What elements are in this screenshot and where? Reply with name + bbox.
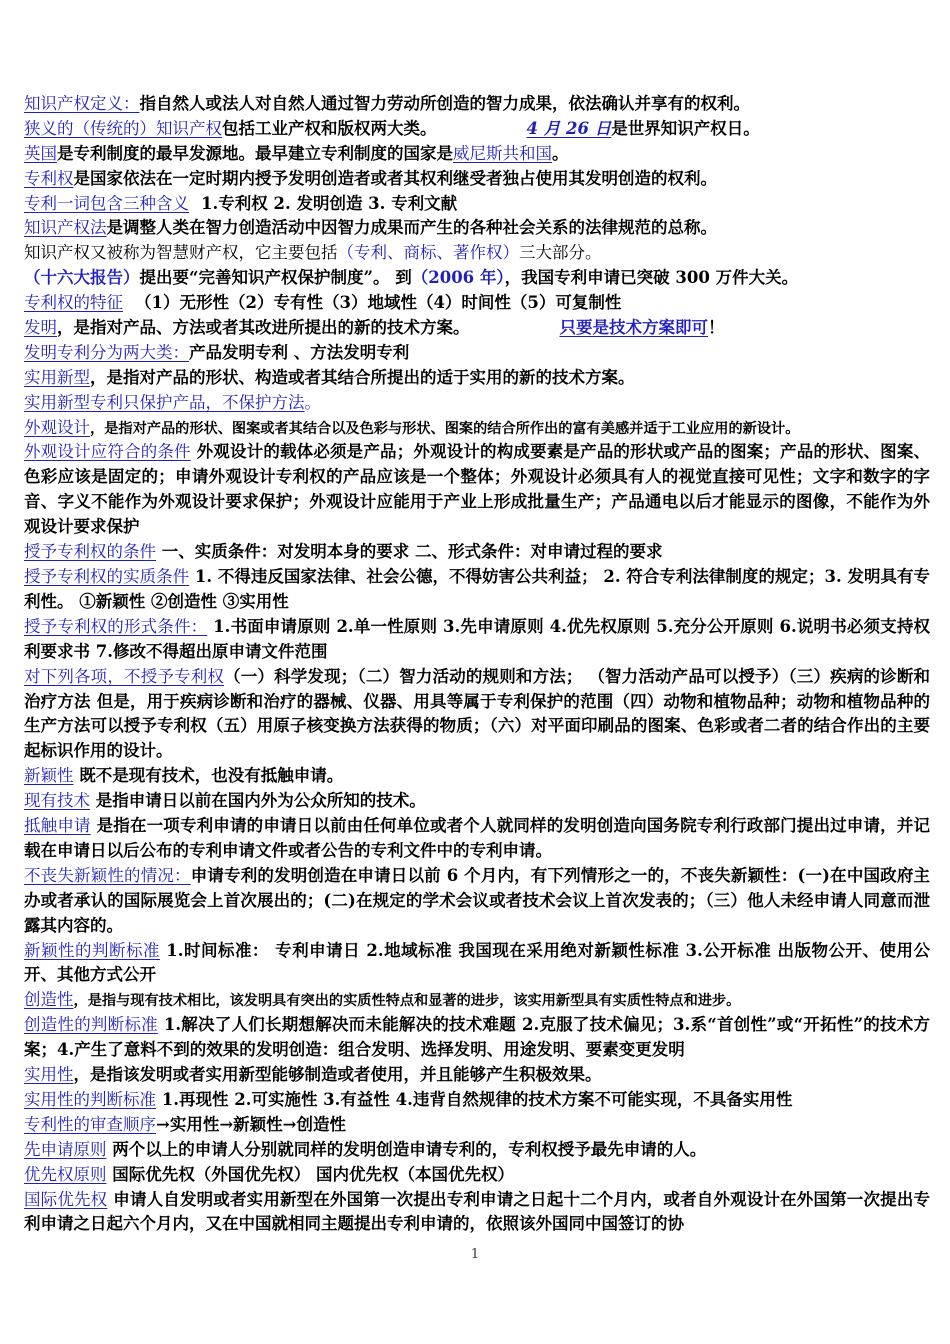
para-text: ，是指与现有技术相比，该发明具有突出的实质性特点和显著的进步，该实用新型具有实质性特点和进步。: [73, 993, 741, 1010]
para-text: 两个以上的申请人分别就同样的发明创造申请专利的，专利权授予最先申请的人。: [106, 1139, 707, 1159]
highlight-text: （十六大报告）: [24, 268, 140, 288]
para-text: ，是指该发明或者实用新型能够制造或者使用，并且能够产生积极效果。: [73, 1065, 602, 1085]
para-text: ，是指对产品、方法或者其改进所提出的新的技术方案。: [57, 318, 470, 338]
term-link[interactable]: 不丧失新颖性的情况：: [24, 865, 191, 885]
para-priority-principle: [24, 1163, 930, 1188]
term-link[interactable]: 实用性的判断标准: [24, 1089, 156, 1109]
para-invention-types: [24, 341, 930, 366]
term-link[interactable]: 专利权的特征: [24, 293, 123, 313]
para-grace-period: [24, 864, 930, 939]
para-text: 1.时间标准： 专利申请日 2.地域标准 我国现在采用绝对新颖性标准 3.公开标准 出版物公开、使用公开、其他方式公开: [24, 940, 930, 985]
para-inventiveness: [24, 988, 930, 1013]
term-link[interactable]: 授予专利权的形式条件：: [24, 616, 208, 636]
para-text: 1. 不得违反国家法律、社会公德，不得妨害公共利益； 2. 符合专利法律制度的规定；3. 发明具有专利性。 ①新颖性 ②创造性 ③实用性: [24, 566, 930, 611]
para-text: （1）无形性（2）专有性（3）地域性（4）时间性（5）可复制性: [135, 293, 622, 313]
para-ip-wisdom: [24, 241, 930, 266]
para-text: 是世界知识产权日。: [611, 118, 760, 138]
para-not-patentable: [24, 665, 930, 765]
para-text: 是调整人类在智力创造活动中因智力成果而产生的各种社会关系的法律规范的总称。: [106, 218, 717, 238]
para-grant-conditions: [24, 540, 930, 565]
para-design-conditions: [24, 440, 930, 540]
para-text: ，是指对产品的形状、构造或者其结合所提出的适于实用的新的技术方案。: [90, 367, 635, 387]
para-text: 国际优先权（外国优先权） 国内优先权（本国优先权）: [106, 1164, 514, 1184]
para-text: 1.专利权 2. 发明创造 3. 专利文献: [201, 193, 458, 213]
para-ip-definition: [24, 92, 930, 117]
para-text: 是指在一项专利申请的申请日以前由任何单位或者个人就同样的发明创造向国务院专利行政部门提出过申请，并记载在申请日以后公布的专利申请文件或者公告的专利文件中的专利申请。: [24, 816, 930, 860]
para-text: 既不是现有技术，也没有抵触申请。: [73, 766, 344, 786]
para-text: 三大部分。: [519, 243, 602, 263]
term-link[interactable]: 知识产权法: [24, 218, 107, 238]
term-link[interactable]: 创造性: [24, 990, 74, 1010]
para-britain: [24, 142, 930, 167]
para-text: 提出要“完善知识产权保护制度”。 到: [139, 268, 412, 288]
term-link[interactable]: 实用新型专利只保护产品，不保护方法: [24, 392, 305, 412]
para-narrow-ip: [24, 117, 930, 142]
highlight-text: （2006 年）: [411, 268, 505, 288]
para-formal-conditions: [24, 615, 930, 665]
para-text: 一、实质条件：对发明本身的要求 二、形式条件：对申请过程的要求: [156, 542, 663, 562]
para-utility-model: [24, 366, 930, 391]
para-text: 产品发明专利 、方法发明专利: [189, 342, 410, 362]
para-text: 1.再现性 2.可实施性 3.有益性 4.违背自然规律的技术方案不可能实现，不具备实用性: [156, 1089, 793, 1109]
para-text: 包括工业产权和版权两大类。: [222, 118, 437, 138]
para-text: 申请人自发明或者实用新型在外国第一次提出专利申请之日起十二个月内，或者自外观设计在外国第一次提出专利申请之日起六个月内，又在中国就相同主题提出专利申请的，依照该外国同中国签订的协: [24, 1189, 930, 1234]
term-link[interactable]: 专利权: [24, 168, 74, 188]
page-number: 1: [470, 1247, 480, 1262]
term-link[interactable]: 发明专利分为两大类：: [24, 342, 189, 362]
term-link[interactable]: 外观设计: [24, 417, 90, 437]
para-ip-law: [24, 216, 930, 241]
para-novelty: [24, 764, 930, 789]
highlight-text: （专利、商标、著作权）: [337, 243, 519, 263]
para-text: 。: [552, 143, 569, 163]
para-international-priority: [24, 1188, 930, 1238]
para-text: 是专利制度的最早发源地。最早建立专利制度的国家是: [57, 143, 453, 163]
para-16th-report: [24, 266, 930, 291]
term-link[interactable]: 抵触申请: [24, 816, 91, 836]
term-link[interactable]: 4 月 26 日: [526, 118, 612, 138]
para-substantive-conditions: [24, 565, 930, 615]
para-examination-order: [24, 1113, 930, 1138]
para-utility-model-scope: [24, 391, 930, 416]
term-link[interactable]: 现有技术: [24, 791, 90, 811]
para-text: 知识产权又被称为智慧财产权，它主要包括: [24, 243, 338, 263]
para-text: 外观设计的载体必须是产品；外观设计的构成要素是产品的形状或产品的图案；产品的形状、图案、色彩应该是固定的；申请外观设计专利权的产品应该是一个整体；外观设计必须具有人的视觉直接可见性；文字和数字的字音、字义不能作为外观设计要求保护；外观设计应能用于产业上形成批量生产；产品通电以后才能显示的图像，不能作为外观设计要求保护: [24, 442, 930, 537]
para-conflicting-application: [24, 814, 930, 864]
term-link[interactable]: 新颖性: [24, 766, 74, 786]
para-patent-features: [24, 291, 930, 316]
term-link[interactable]: 授予专利权的实质条件: [24, 566, 190, 586]
term-link[interactable]: 创造性的判断标准: [24, 1015, 158, 1035]
para-text: ，是指对产品的形状、图案或者其结合以及色彩与形状、图案的结合所作出的富有美感并适于工业应用的新设计。: [90, 420, 800, 437]
term-link[interactable]: 授予专利权的条件: [24, 542, 156, 562]
term-link[interactable]: 国际优先权: [24, 1189, 108, 1209]
para-text: 。: [304, 392, 321, 412]
para-utility-criteria: [24, 1088, 930, 1113]
term-link[interactable]: 外观设计应符合的条件: [24, 442, 191, 462]
term-link[interactable]: 狭义的（传统的）知识产权: [24, 118, 222, 138]
para-patent-right: [24, 167, 930, 192]
term-link[interactable]: 英国: [24, 143, 57, 163]
para-text: 1.解决了人们长期想解决而未能解决的技术难题 2.克服了技术偏见；3.系“首创性”或“开拓性”的技术方案；4.产生了意料不到的效果的发明创造：组合发明、选择发明、用途发明、要素变更发明: [24, 1015, 930, 1060]
para-design: [24, 416, 930, 441]
para-utility: [24, 1063, 930, 1088]
para-prior-art: [24, 789, 930, 814]
document-page: [24, 92, 930, 1237]
term-link[interactable]: 发明: [24, 318, 57, 338]
term-link[interactable]: 实用性: [24, 1065, 74, 1085]
para-text: （一）科学发现；（二）智力活动的规则和方法； （智力活动产品可以授予）（三）疾病的诊断和治疗方法 但是，用于疾病诊断和治疗的器械、仪器、用具等属于专利保护的范围（四）动物和植物品种；动物和植物品种的生产方法可以授予专利权（五）用原子核变换方法获得的物质；（六）对平面印刷品的图案、色彩或者二者的结合作出的主要起标识作用的设计。: [24, 666, 930, 761]
term-link[interactable]: 新颖性的判断标准: [24, 940, 160, 960]
term-link[interactable]: 知识产权定义：: [24, 94, 140, 113]
para-text: 申请专利的发明创造在申请日以前 6 个月内，有下列情形之一的，不丧失新颖性：(一)在中国政府主办或者承认的国际展览会上首次展出的；(二)在规定的学术会议或者技术会议上首次发表的；（三）他人未经申请人同意而泄露其内容的。: [24, 865, 930, 935]
para-text: ！: [708, 318, 725, 338]
para-text: 是国家依法在一定时期内授予发明创造者或者其权利继受者独占使用其发明创造的权利。: [73, 168, 717, 188]
para-text: 1.书面申请原则 2.单一性原则 3.先申请原则 4.优先权原则 5.充分公开原则 6.说明书必须支持权利要求书 7.修改不得超出原申请文件范围: [24, 616, 930, 661]
term-link[interactable]: 威尼斯共和国: [453, 143, 552, 163]
para-text: ，我国专利申请已突破 300 万件大关。: [504, 268, 799, 288]
para-patent-meaning: [24, 192, 930, 217]
para-first-to-file: [24, 1138, 930, 1163]
term-link[interactable]: 对下列各项，不授予专利权: [24, 666, 225, 686]
term-link[interactable]: 专利性的审查顺序: [24, 1114, 156, 1134]
para-novelty-criteria: [24, 939, 930, 989]
term-link[interactable]: 只要是技术方案即可: [559, 318, 708, 338]
term-link[interactable]: 先申请原则: [24, 1139, 107, 1159]
para-inventiveness-criteria: [24, 1013, 930, 1063]
para-text: 指自然人或法人对自然人通过智力劳动所创造的智力成果，依法确认并享有的权利。: [139, 94, 750, 113]
para-text: →实用性→新颖性→创造性: [156, 1114, 346, 1134]
term-link[interactable]: 实用新型: [24, 367, 90, 387]
term-link[interactable]: 专利一词包含三种含义: [24, 193, 189, 213]
term-link[interactable]: 优先权原则: [24, 1164, 107, 1184]
para-text: 是指申请日以前在国内外为公众所知的技术。: [90, 791, 426, 811]
para-invention: [24, 316, 930, 341]
